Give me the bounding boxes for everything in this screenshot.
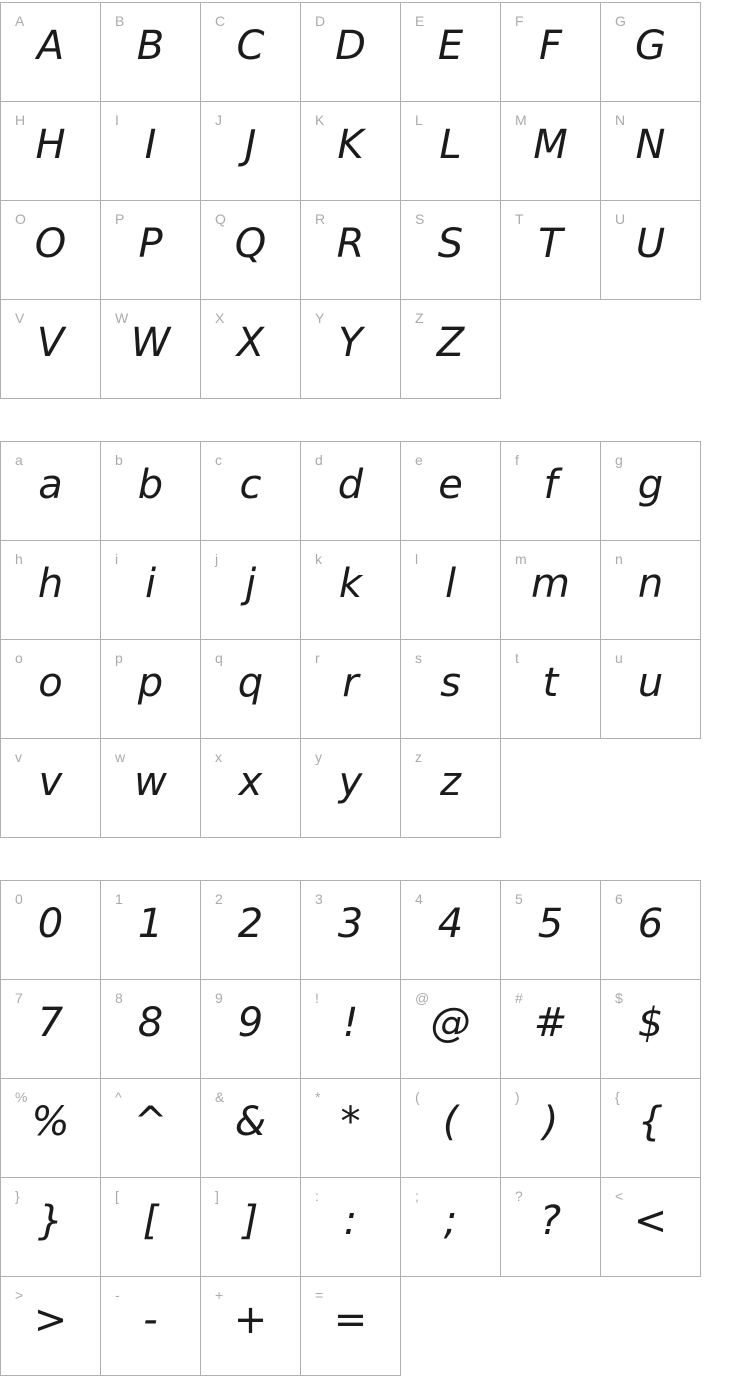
glyph-sample: ( (442, 1099, 459, 1145)
glyph-cell (301, 1178, 401, 1277)
glyph-cell (501, 980, 601, 1079)
glyph-sample: V (36, 320, 65, 366)
glyph-sample: ^ (133, 1099, 168, 1145)
glyph-sample: J (244, 122, 257, 168)
glyph-cell (101, 1079, 201, 1178)
glyph-sample: O (34, 221, 67, 267)
glyph-sample: > (33, 1297, 68, 1343)
glyph-cell (401, 201, 501, 300)
glyph-label: I (115, 112, 119, 128)
glyph-label: M (515, 112, 527, 128)
glyph-sample: Z (436, 320, 465, 366)
glyph-cell (1, 201, 101, 300)
glyph-sample: b (137, 462, 164, 508)
glyph-sample: P (138, 221, 163, 267)
glyph-label: Y (315, 310, 325, 326)
glyph-cell (201, 541, 301, 640)
glyph-sample: R (336, 221, 365, 267)
glyph-cell (401, 300, 501, 399)
glyph-sample: G (635, 23, 666, 69)
glyph-cell (301, 541, 401, 640)
glyph-cell (101, 541, 201, 640)
glyph-cell (1, 980, 101, 1079)
glyph-cell (201, 201, 301, 300)
glyph-cell (501, 541, 601, 640)
glyph-label: + (215, 1287, 224, 1303)
glyph-sample: { (637, 1099, 664, 1145)
glyph-label: ; (415, 1188, 419, 1204)
glyph-cell (1, 442, 101, 541)
glyph-label: u (615, 650, 623, 666)
glyph-label: a (15, 452, 23, 468)
glyph-sample: T (538, 221, 563, 267)
glyph-cell (1, 1178, 101, 1277)
glyph-label: z (415, 749, 422, 765)
glyph-cell (201, 1178, 301, 1277)
glyph-cell (401, 1178, 501, 1277)
glyph-sample: ? (539, 1198, 562, 1244)
glyph-label: D (315, 13, 326, 29)
glyph-cell (101, 640, 201, 739)
glyph-cell (301, 739, 401, 838)
glyph-label: ? (515, 1188, 523, 1204)
glyph-label: J (215, 112, 222, 128)
glyph-label: = (315, 1287, 324, 1303)
glyph-label: V (15, 310, 25, 326)
glyph-sample: I (144, 122, 157, 168)
glyph-sample: [ (142, 1198, 159, 1244)
glyph-label: x (215, 749, 222, 765)
glyph-label: 7 (15, 990, 23, 1006)
glyph-sample: ! (342, 1000, 359, 1046)
glyph-sample: : (343, 1198, 358, 1244)
glyph-sample: Y (338, 320, 363, 366)
glyph-cell (601, 541, 701, 640)
glyph-label: l (415, 551, 419, 567)
glyph-sample: S (437, 221, 464, 267)
glyph-sample: A (36, 23, 65, 69)
glyph-label: % (15, 1089, 28, 1105)
glyph-label: Z (415, 310, 424, 326)
glyph-label: { (615, 1089, 620, 1105)
glyph-sample: L (439, 122, 462, 168)
glyph-label: T (515, 211, 524, 227)
glyph-label: 0 (15, 891, 23, 907)
glyph-cell (501, 201, 601, 300)
glyph-cell (301, 102, 401, 201)
glyph-label: ( (415, 1089, 420, 1105)
glyph-cell (601, 881, 701, 980)
glyph-label: * (315, 1089, 321, 1105)
glyph-sample: e (438, 462, 463, 508)
glyph-label: K (315, 112, 325, 128)
glyph-cell (601, 3, 701, 102)
glyph-sample: z (440, 759, 461, 805)
glyph-sample: B (136, 23, 165, 69)
glyph-sample: d (337, 462, 364, 508)
glyph-sample: ] (242, 1198, 259, 1244)
glyph-cell (401, 541, 501, 640)
glyph-label: m (515, 551, 527, 567)
glyph-sample: u (637, 660, 664, 706)
glyph-cell (401, 3, 501, 102)
glyph-sample: & (234, 1099, 267, 1145)
glyph-cell (401, 881, 501, 980)
glyph-sample: + (233, 1297, 268, 1343)
glyph-sample: % (31, 1099, 70, 1145)
glyph-sample: c (239, 462, 262, 508)
glyph-cell (501, 442, 601, 541)
glyph-sample: 6 (637, 901, 664, 947)
glyph-sample: f (543, 462, 558, 508)
glyph-sample: D (335, 23, 366, 69)
glyph-sample: @ (430, 1000, 471, 1046)
glyph-sample: M (533, 122, 568, 168)
glyph-cell (301, 3, 401, 102)
glyph-sample: a (38, 462, 63, 508)
glyph-label: G (615, 13, 626, 29)
glyph-cell (101, 881, 201, 980)
glyph-sample: 1 (137, 901, 164, 947)
glyph-label: 4 (415, 891, 423, 907)
glyph-label: t (515, 650, 519, 666)
glyph-cell (101, 300, 201, 399)
glyph-cell (401, 102, 501, 201)
glyph-cell (101, 739, 201, 838)
glyph-cell (201, 300, 301, 399)
glyph-cell (201, 1277, 301, 1376)
glyph-label: L (415, 112, 423, 128)
glyph-label: s (415, 650, 422, 666)
glyph-cell (201, 980, 301, 1079)
glyph-label: o (15, 650, 23, 666)
glyph-label: - (115, 1287, 120, 1303)
glyph-cell (601, 102, 701, 201)
glyph-sample: X (236, 320, 265, 366)
glyph-label: ! (315, 990, 319, 1006)
glyph-sample: h (37, 561, 64, 607)
glyph-sample: 5 (537, 901, 564, 947)
glyph-cell (101, 980, 201, 1079)
glyph-sample: y (338, 759, 363, 805)
glyph-cell (501, 640, 601, 739)
glyph-sample: s (440, 660, 461, 706)
glyph-label: h (15, 551, 23, 567)
glyph-label: 3 (315, 891, 323, 907)
numerals-symbols-grid (0, 880, 701, 1376)
glyph-cell (401, 640, 501, 739)
glyph-cell (301, 442, 401, 541)
glyph-sample: * (340, 1099, 361, 1145)
glyph-sample: N (635, 122, 666, 168)
glyph-cell (1, 300, 101, 399)
glyph-sample: t (542, 660, 559, 706)
glyph-label: [ (115, 1188, 119, 1204)
glyph-sample: v (38, 759, 63, 805)
glyph-label: A (15, 13, 25, 29)
glyph-label: X (215, 310, 225, 326)
glyph-label: v (15, 749, 22, 765)
glyph-cell (1, 541, 101, 640)
glyph-sample: 4 (437, 901, 464, 947)
glyph-cell (601, 442, 701, 541)
glyph-label: 9 (215, 990, 223, 1006)
glyph-label: # (515, 990, 523, 1006)
glyph-cell (201, 1079, 301, 1178)
glyph-sample: E (437, 23, 464, 69)
glyph-sample: l (444, 561, 457, 607)
glyph-label: q (215, 650, 223, 666)
glyph-label: 6 (615, 891, 623, 907)
glyph-cell (201, 739, 301, 838)
glyph-label: 5 (515, 891, 523, 907)
glyph-label: 2 (215, 891, 223, 907)
glyph-cell (601, 640, 701, 739)
glyph-label: p (115, 650, 123, 666)
glyph-label: j (215, 551, 219, 567)
glyph-label: 1 (115, 891, 123, 907)
glyph-sample: k (338, 561, 363, 607)
glyph-cell (301, 1277, 401, 1376)
glyph-label: E (415, 13, 425, 29)
glyph-sample: Q (234, 221, 267, 267)
glyph-label: d (315, 452, 323, 468)
glyph-label: C (215, 13, 226, 29)
glyph-label: > (15, 1287, 24, 1303)
glyph-label: e (415, 452, 423, 468)
glyph-cell (501, 881, 601, 980)
glyph-label: P (115, 211, 125, 227)
glyph-label: & (215, 1089, 225, 1105)
glyph-sample: n (637, 561, 664, 607)
glyph-sample: 0 (37, 901, 64, 947)
glyph-sample: < (633, 1198, 668, 1244)
glyph-label: ] (215, 1188, 219, 1204)
glyph-sample: m (531, 561, 570, 607)
glyph-sample: w (134, 759, 167, 805)
glyph-label: ) (515, 1089, 520, 1105)
glyph-cell (501, 102, 601, 201)
glyph-cell (1, 3, 101, 102)
glyph-label: < (615, 1188, 624, 1204)
glyph-label: N (615, 112, 626, 128)
glyph-label: n (615, 551, 623, 567)
glyph-label: H (15, 112, 26, 128)
glyph-sample: # (533, 1000, 568, 1046)
glyph-cell (501, 1178, 601, 1277)
glyph-sample: H (35, 122, 66, 168)
glyph-label: W (115, 310, 129, 326)
glyph-cell (501, 3, 601, 102)
glyph-sample: C (236, 23, 265, 69)
glyph-label: b (115, 452, 123, 468)
glyph-sample: 8 (137, 1000, 164, 1046)
glyph-sample: W (130, 320, 171, 366)
glyph-sample: p (137, 660, 164, 706)
glyph-cell (401, 1079, 501, 1178)
glyph-sample: 3 (337, 901, 364, 947)
glyph-cell (1, 881, 101, 980)
glyph-sample: ) (542, 1099, 559, 1145)
glyph-cell (401, 442, 501, 541)
glyph-sample: x (238, 759, 263, 805)
glyph-cell (301, 201, 401, 300)
glyph-label: f (515, 452, 519, 468)
glyph-cell (401, 980, 501, 1079)
glyph-sample: - (143, 1297, 158, 1343)
glyph-cell (201, 881, 301, 980)
glyph-label: ^ (115, 1089, 122, 1105)
glyph-cell (301, 881, 401, 980)
glyph-sample: } (37, 1198, 64, 1244)
glyph-cell (201, 102, 301, 201)
glyph-cell (501, 1079, 601, 1178)
glyph-cell (201, 3, 301, 102)
glyph-label: $ (615, 990, 623, 1006)
glyph-label: i (115, 551, 119, 567)
glyph-cell (601, 1178, 701, 1277)
glyph-sample: $ (637, 1000, 664, 1046)
lowercase-letters-grid (0, 441, 701, 838)
glyph-label: 8 (115, 990, 123, 1006)
glyph-sample: q (237, 660, 264, 706)
glyph-label: @ (415, 990, 430, 1006)
glyph-cell (101, 201, 201, 300)
glyph-label: y (315, 749, 322, 765)
glyph-cell (601, 1079, 701, 1178)
glyph-label: g (615, 452, 623, 468)
glyph-label: B (115, 13, 125, 29)
glyph-cell (401, 739, 501, 838)
glyph-cell (1, 1277, 101, 1376)
glyph-cell (301, 1079, 401, 1178)
glyph-cell (1, 640, 101, 739)
glyph-label: F (515, 13, 524, 29)
glyph-cell (101, 1277, 201, 1376)
glyph-sample: g (637, 462, 664, 508)
glyph-cell (601, 980, 701, 1079)
glyph-label: k (315, 551, 322, 567)
glyph-cell (301, 640, 401, 739)
glyph-cell (101, 442, 201, 541)
glyph-sample: 2 (237, 901, 264, 947)
glyph-label: U (615, 211, 626, 227)
glyph-sample: j (244, 561, 257, 607)
glyph-cell (301, 980, 401, 1079)
glyph-cell (301, 300, 401, 399)
glyph-sample: 7 (37, 1000, 64, 1046)
glyph-label: : (315, 1188, 319, 1204)
glyph-label: R (315, 211, 326, 227)
glyph-label: w (115, 749, 126, 765)
glyph-sample: U (635, 221, 666, 267)
glyph-label: O (15, 211, 26, 227)
glyph-cell (1, 102, 101, 201)
glyph-sample: r (342, 660, 359, 706)
glyph-label: S (415, 211, 425, 227)
glyph-cell (101, 3, 201, 102)
glyph-label: Q (215, 211, 226, 227)
glyph-label: r (315, 650, 320, 666)
glyph-cell (1, 1079, 101, 1178)
glyph-cell (201, 640, 301, 739)
glyph-sample: ; (443, 1198, 458, 1244)
glyph-label: } (15, 1188, 20, 1204)
glyph-label: c (215, 452, 222, 468)
glyph-sample: = (333, 1297, 368, 1343)
glyph-cell (101, 102, 201, 201)
uppercase-letters-grid (0, 2, 701, 399)
glyph-sample: 9 (237, 1000, 264, 1046)
glyph-cell (1, 739, 101, 838)
glyph-cell (201, 442, 301, 541)
glyph-sample: F (538, 23, 562, 69)
glyph-sample: K (337, 122, 364, 168)
glyph-cell (601, 201, 701, 300)
glyph-cell (101, 1178, 201, 1277)
glyph-sample: i (144, 561, 157, 607)
glyph-sample: o (38, 660, 63, 706)
